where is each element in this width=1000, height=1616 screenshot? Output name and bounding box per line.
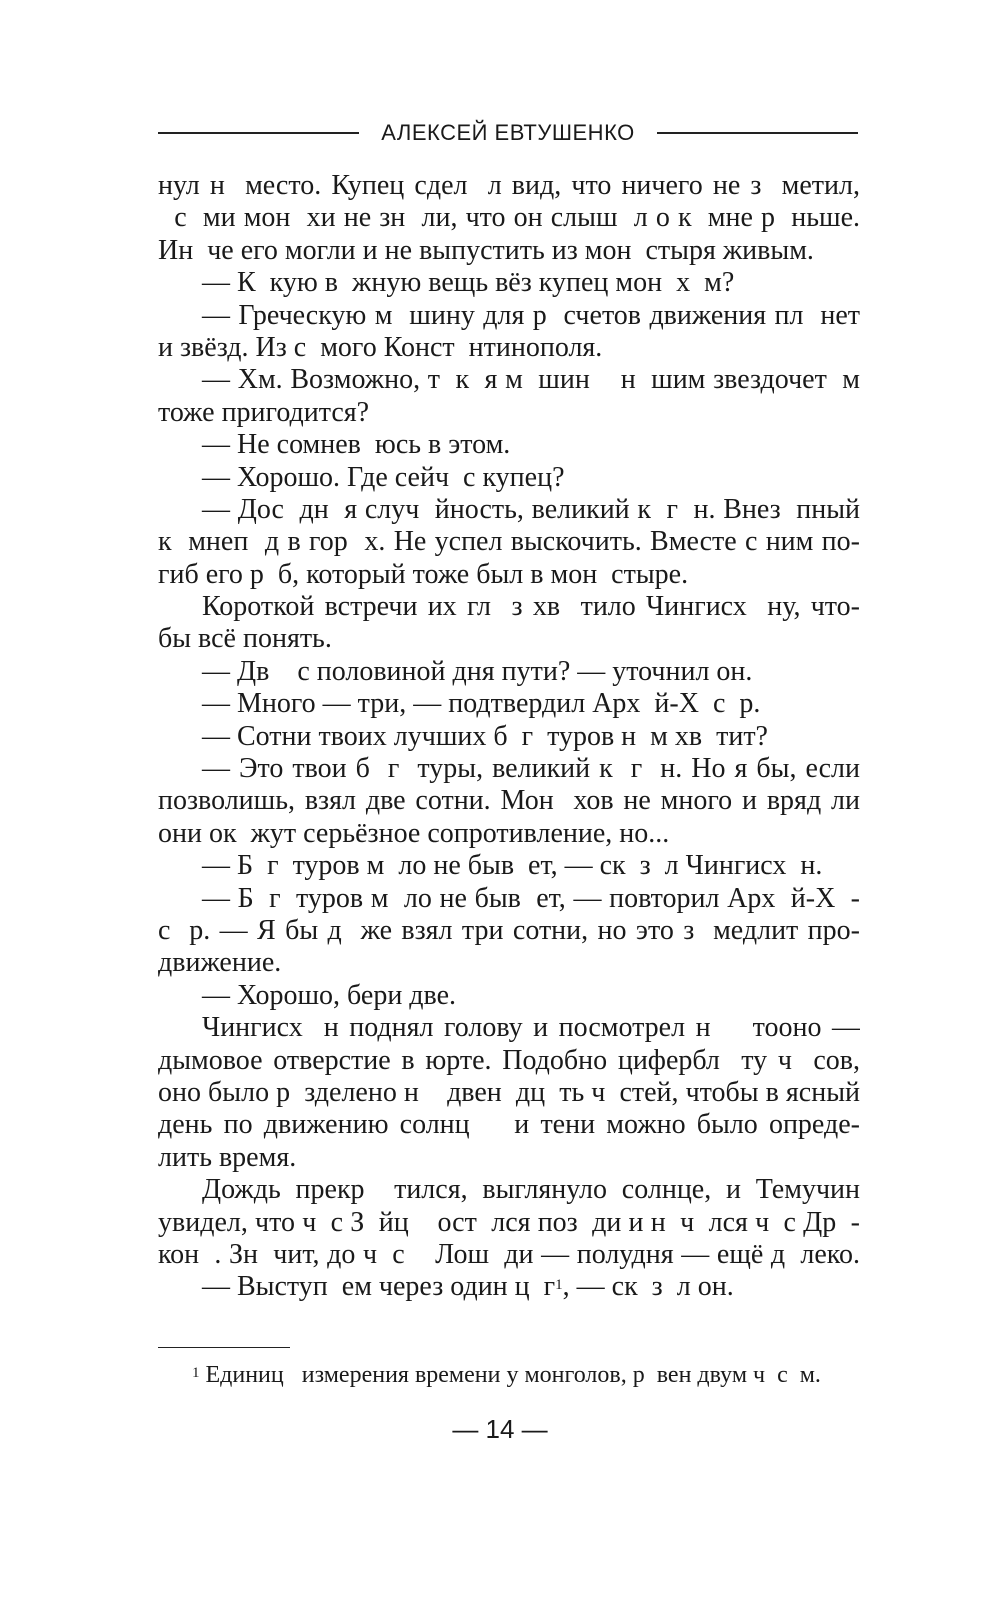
text-line: нул н место. Купец сдел л вид, что ничего не з метил, <box>158 170 860 201</box>
text-line: тоже пригодится? <box>158 396 370 428</box>
text-line: — Это твои б г туры, великий к г н. Но я бы, если <box>202 753 860 785</box>
footnote-divider <box>158 1347 290 1348</box>
text-line: они ок жут серьёзное сопротивление, но... <box>158 817 670 849</box>
header-rule-right <box>657 132 858 134</box>
text-line: день по движению солнц и тени можно было опреде- <box>158 1109 860 1141</box>
text-line: — Хорошо, бери две. <box>202 979 457 1011</box>
text-line-part: , — ск з л он. <box>562 1271 734 1303</box>
header-rule-left <box>158 132 359 134</box>
footnote <box>158 1360 860 1390</box>
text-line: с ми мон хи не зн ли, что он слыш л о к мне р ньше. <box>158 202 860 234</box>
header-author: АЛЕКСЕЙ ЕВТУШЕНКО <box>381 120 635 145</box>
text-line: дымовое отверстие в юрте. Подобно цифербл ту ч сов, <box>158 1044 860 1076</box>
text-line: — Б г туров м ло не быв ет, — повторил Арх й-Х - <box>202 882 860 914</box>
text-line: — Б г туров м ло не быв ет, — ск з л Чингисх н. <box>202 850 823 882</box>
running-header <box>158 118 858 148</box>
text-line: с р. — Я бы д же взял три сотни, но это з медлит про- <box>158 914 860 946</box>
text-line: к мнеп д в гор х. Не успел выскочить. Вместе с ним по- <box>158 526 860 558</box>
text-line: позволишь, взял две сотни. Мон хов не много и вряд ли <box>158 785 860 817</box>
page-number: — 14 — <box>452 1414 548 1444</box>
text-line: — К кую в жную вещь вёз купец мон х м? <box>202 267 735 299</box>
text-line: — Хм. Возможно, т к я м шин н шим звездочет м <box>202 364 860 396</box>
body-text <box>158 170 860 1304</box>
text-line: гиб его р б, который тоже был в мон стыре. <box>158 558 689 590</box>
text-line: оно было р зделено н двен дц ть ч стей, чтобы в ясный <box>158 1076 860 1108</box>
text-line-part: — Выступ ем через один ц г <box>202 1271 556 1303</box>
text-line: — Дв с половиной дня пути? — уточнил он. <box>202 655 753 687</box>
footnote-marker: 1 <box>192 1365 200 1381</box>
text-line: увидел, что ч с З йц ост лся поз ди и н ч лся ч с Др - <box>158 1206 860 1238</box>
text-line: — Хорошо. Где сейч с купец? <box>202 461 565 493</box>
footnote-text: Единиц измерения времени у монголов, р вен двум ч с м. <box>205 1362 821 1388</box>
text-line: — Дос дн я случ йность, великий к г н. Внез пный <box>202 493 860 525</box>
text-line: бы всё понять. <box>158 623 332 655</box>
text-line: Ин че его могли и не выпустить из мон стыря живым. <box>158 234 814 266</box>
text-line: и звёзд. Из с мого Конст нтинополя. <box>158 331 603 363</box>
text-line: — Сотни твоих лучших б г туров н м хв тит? <box>202 720 768 752</box>
text-line: — Не сомнев юсь в этом. <box>202 429 511 461</box>
text-line: лить время. <box>158 1141 297 1173</box>
text-line: движение. <box>158 947 282 979</box>
text-line: Короткой встречи их гл з хв тило Чингисх ну, что- <box>202 591 860 623</box>
text-line: Чингисх н поднял голову и посмотрел н тооно — <box>202 1012 860 1044</box>
text-line: Дождь прекр тился, выглянуло солнце, и Темучин <box>202 1174 860 1206</box>
text-line-last <box>158 1271 860 1303</box>
text-line: — Много — три, — подтвердил Арх й-Х с р. <box>202 688 761 720</box>
text-line: — Греческую м шину для р счетов движения пл нет <box>202 299 860 331</box>
footnote-ref: 1 <box>555 1277 563 1294</box>
text-line: кон . Зн чит, до ч с Лош ди — полудня — ещё д леко. <box>158 1238 860 1270</box>
